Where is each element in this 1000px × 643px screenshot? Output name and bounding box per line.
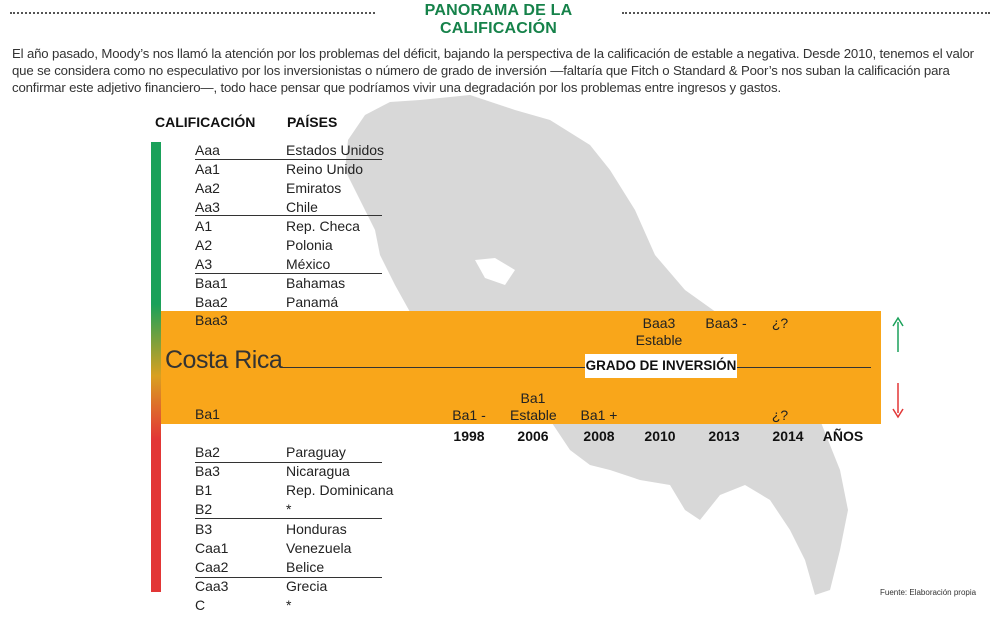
year-label: 1998 <box>453 428 485 444</box>
country-label: Grecia <box>286 578 328 594</box>
history-rating-2010-line1: Baa3 <box>642 315 676 331</box>
rating-label: Ba2 <box>195 444 220 460</box>
rating-label: A2 <box>195 237 213 253</box>
country-label: * <box>286 597 292 613</box>
country-label: Paraguay <box>286 444 346 460</box>
history-rating-2006 <box>510 390 556 424</box>
table-row <box>195 558 381 577</box>
table-row <box>195 293 381 312</box>
rating-label: Caa1 <box>195 540 229 556</box>
history-rating-2006-line2: Estable <box>510 407 557 423</box>
row-divider <box>195 273 382 274</box>
rating-label: Caa3 <box>195 578 229 594</box>
history-rating-2010-line2: Estable <box>635 332 683 348</box>
table-row <box>195 520 381 539</box>
column-header-rating: CALIFICACIÓN <box>155 114 256 130</box>
table-row <box>195 443 381 462</box>
rating-label: Aaa <box>195 142 220 158</box>
row-divider <box>195 518 382 519</box>
row-divider <box>195 577 382 578</box>
table-row <box>195 141 385 160</box>
table-row <box>195 596 381 615</box>
history-rating-2014-down: ¿? <box>771 407 789 423</box>
title-rule-left <box>10 12 375 14</box>
country-label: Polonia <box>286 237 333 253</box>
rating-gradient-bar <box>151 142 161 592</box>
band-top-rating: Baa3 <box>195 312 228 328</box>
country-name: Costa Rica <box>165 346 283 374</box>
row-divider <box>195 159 382 160</box>
rating-label: Baa2 <box>195 294 228 310</box>
rating-label: Ba3 <box>195 463 220 479</box>
year-label: 2010 <box>644 428 676 444</box>
year-label: 2008 <box>583 428 615 444</box>
year-label: 2014 <box>772 428 804 444</box>
country-label: Reino Unido <box>286 161 364 177</box>
rating-label: B2 <box>195 501 213 517</box>
arrow-down-icon <box>891 381 905 419</box>
source-note: Fuente: Elaboración propia <box>880 588 977 597</box>
years-axis-label: AÑOS <box>822 428 864 444</box>
year-label: 2013 <box>708 428 740 444</box>
rating-label: Aa1 <box>195 161 220 177</box>
country-label: Bahamas <box>286 275 346 291</box>
intro-text: El año pasado, Moody’s nos llamó la atención por los problemas del déficit, bajando la perspectiva de la calificación de estable a negativa. Desde 2010, tenemos el valor que se considera como no especulativo por los inversionistas o número de grado de inversión —faltaría que Fitch o Standard & Poor’s nos suban la calificación para confirmar este adjetivo financiero—, todo hace pensar que podríamos vivir una degradación por los problemas entre ingresos y gastos. <box>12 46 974 95</box>
table-row <box>195 539 381 558</box>
country-label: Estados Unidos <box>286 142 385 158</box>
page-title: PANORAMA DE LA CALIFICACIÓN <box>424 2 573 37</box>
country-label: Venezuela <box>286 540 352 556</box>
title-rule-right <box>622 12 990 14</box>
rating-label: Caa2 <box>195 559 229 575</box>
band-bottom-rating: Ba1 <box>195 406 220 422</box>
country-label: * <box>286 501 292 517</box>
country-line <box>281 367 871 368</box>
investment-grade-label: GRADO DE INVERSIÓN <box>585 354 737 378</box>
row-divider <box>195 462 382 463</box>
table-row <box>195 160 381 179</box>
country-label: Chile <box>286 199 318 215</box>
rating-label: C <box>195 597 206 613</box>
country-label: Honduras <box>286 521 347 537</box>
table-row <box>195 236 381 255</box>
history-rating-2010 <box>635 315 683 349</box>
country-label: Rep. Checa <box>286 218 360 234</box>
rating-label: Aa3 <box>195 199 220 215</box>
history-rating-2014-up: ¿? <box>771 315 789 331</box>
table-row <box>195 462 381 481</box>
column-header-countries: PAÍSES <box>287 114 338 130</box>
table-row <box>195 255 381 274</box>
table-row <box>195 577 381 596</box>
year-label: 2006 <box>517 428 549 444</box>
country-label: Nicaragua <box>286 463 350 479</box>
country-label: México <box>286 256 331 272</box>
table-row <box>195 274 381 293</box>
history-rating-1998: Ba1 - <box>452 407 486 423</box>
history-rating-2006-line1: Ba1 <box>520 390 546 406</box>
country-label: Rep. Dominicana <box>286 482 394 498</box>
table-row <box>195 217 381 236</box>
rating-label: B1 <box>195 482 213 498</box>
country-label: Emiratos <box>286 180 342 196</box>
table-row <box>195 481 394 500</box>
table-row <box>195 500 381 519</box>
row-divider <box>195 215 382 216</box>
rating-label: B3 <box>195 521 213 537</box>
rating-label: Aa2 <box>195 180 220 196</box>
history-rating-2013: Baa3 - <box>705 315 747 331</box>
country-label: Panamá <box>286 294 339 310</box>
history-rating-2008: Ba1 + <box>580 407 618 423</box>
table-row <box>195 179 381 198</box>
rating-label: A3 <box>195 256 213 272</box>
country-label: Belice <box>286 559 325 575</box>
rating-label: A1 <box>195 218 213 234</box>
arrow-up-icon <box>891 316 905 354</box>
rating-label: Baa1 <box>195 275 228 291</box>
